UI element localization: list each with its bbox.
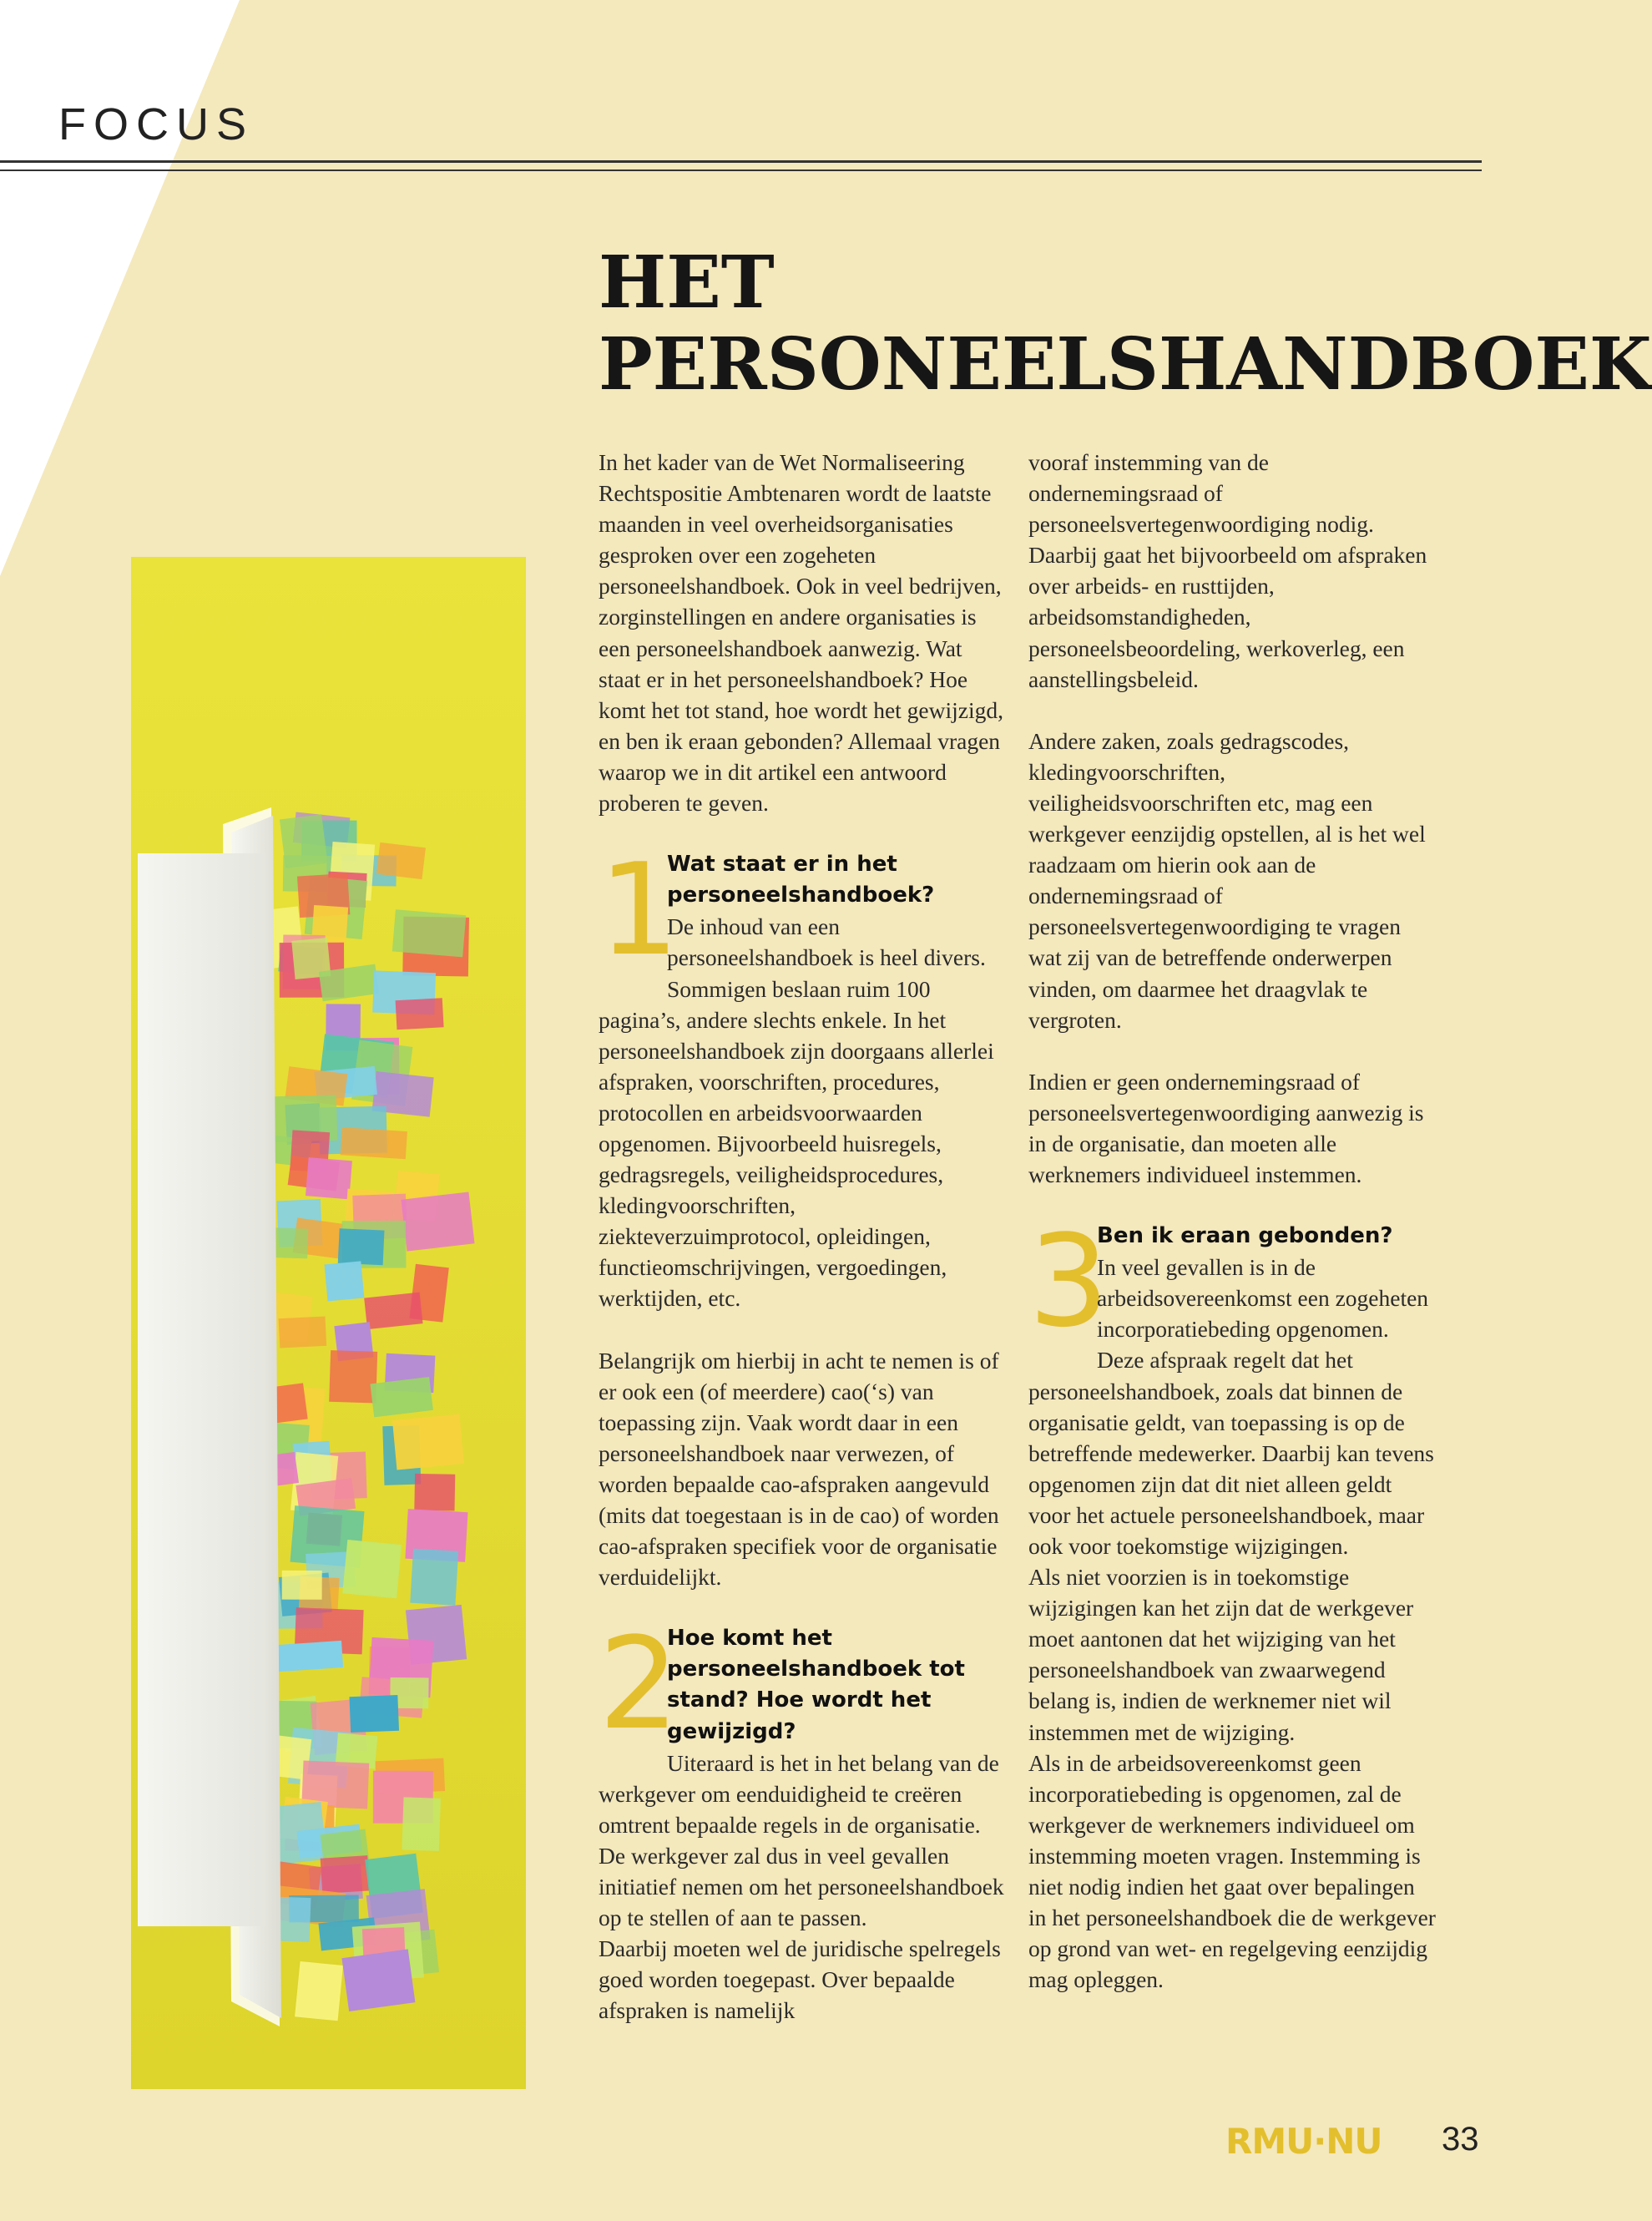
section-2-question: Hoe komt het personeelshandboek tot stand? Hoe wordt het gewijzigd?	[667, 1626, 965, 1744]
article-column-2	[1028, 447, 1437, 1995]
rmu-nu-logo: RMU·NU	[1225, 2121, 1382, 2162]
section-1	[599, 836, 1008, 1592]
section-label: FOCUS	[58, 99, 254, 149]
section-2	[599, 1610, 1008, 2026]
section-3-question: Ben ik eraan gebonden?	[1097, 1223, 1393, 1249]
section-1-paragraph-1: De inhoud van een personeelshandboek is heel divers. Sommigen beslaan ruim 100 pagina’s, andere slechts enkele. In het personeelshandboek zijn doorgaans allerlei afspraken, voorschriften, procedures, protocollen en arbeidsvoorwaarden opgenomen. Bijvoorbeeld huisregels, gedragsregels, veiligheidsprocedures, kledingvoorschriften, ziekteverzuimprotocol, opleidingen, functieomschrijvingen, vergoedingen, werktijden, etc.	[599, 913, 994, 1312]
section-2-paragraph-2: Daarbij moeten wel de juridische spelregels goed worden toegepast. Over bepaalde afspraken is namelijk	[599, 1935, 1001, 2024]
section-1-question: Wat staat er in het personeelshandboek?	[667, 852, 935, 908]
column-2-paragraph-3: Indien er geen ondernemingsraad of personeelsvertegenwoordiging aanwezig is in de organisatie, dan moeten alle werknemers individueel instemmen.	[1028, 1068, 1424, 1187]
intro-paragraph: In het kader van de Wet Normaliseering Rechtspositie Ambtenaren wordt de laatste maanden in veel overheidsorganisaties gesproken over een zogeheten personeelshandboek. Ook in veel bedrijven, zorginstellingen en andere organisaties is een personeelshandboek aanwezig. Wat staat er in het personeelshandboek? Hoe komt het tot stand, hoe wordt het gewijzigd, en ben ik eraan gebonden? Allemaal vragen waarop we in dit artikel een antwoord proberen te geven.	[599, 449, 1003, 817]
section-number-2: 2	[599, 1610, 679, 1758]
title-line-1: HET	[599, 240, 775, 325]
section-3-paragraph-2: Als niet voorzien is in toekomstige wijzigingen kan het zijn dat de werkgever moet aantonen dat het wijziging van het personeelshandboek van zwaarwegend belang is, indien de werknemer niet wil instemmen met de wijziging.	[1028, 1564, 1414, 1745]
section-number-1: 1	[599, 836, 679, 984]
section-2-paragraph-1: Uiteraard is het in het belang van de werkgever om eenduidigheid te creëren omtrent bepaalde regels in de organisatie. De werkgever zal dus in veel gevallen initiatief nemen om het personeelshandboek op te stellen of aan te passen.	[599, 1749, 1004, 1931]
column-2-paragraph-1: vooraf instemming van de ondernemingsraad of personeelsvertegenwoordiging nodig. Daarbij gaat het bijvoorbeeld om afspraken over arbeids- en rusttijden, arbeidsomstandigheden, personeelsbeoordeling, werkoverleg, een aanstellingsbeleid.	[1028, 449, 1427, 692]
article-column-1	[599, 447, 1008, 2026]
header-rule	[0, 160, 1482, 163]
section-3-paragraph-1: In veel gevallen is in de arbeidsovereenkomst een zogeheten incorporatiebeding opgenomen. Deze afspraak regelt dat het personeelshandboek, zoals dat binnen de organisatie geldt, van toepassing is op de betreffende medewerker. Daarbij kan tevens opgenomen zijn dat dit niet alleen geldt voor het actuele personeelshandboek, maar ook voor toekomstige wijzigingen.	[1028, 1254, 1434, 1559]
header-rule-thin	[0, 169, 1482, 171]
article-title	[599, 242, 1652, 406]
section-number-3: 3	[1028, 1207, 1109, 1356]
page-number: 33	[1442, 2121, 1479, 2158]
section-3	[1028, 1207, 1437, 1995]
section-3-paragraph-3: Als in de arbeidsovereenkomst geen incorporatiebeding is opgenomen, zal de werkgever de werknemers individueel om instemming moeten vragen. Instemming is niet nodig indien het gaat over bepalingen in het personeelshandboek die de werkgever op grond van wet- en regelgeving eenzijdig mag opleggen.	[1028, 1749, 1436, 1993]
section-1-paragraph-2: Belangrijk om hierbij in acht te nemen is of er ook een (of meerdere) cao(‘s) van toepassing zijn. Vaak wordt daar in een personeelshandboek naar verwezen, of worden bepaalde cao-afspraken aangevuld (mits dat toegestaan is in de cao) of worden cao-afspraken specifiek voor de organisatie verduidelijkt.	[599, 1347, 999, 1591]
title-line-2: PERSONEELSHANDBOEK	[599, 322, 1652, 407]
book-with-sticky-notes-photo	[131, 557, 526, 2089]
column-2-paragraph-2: Andere zaken, zoals gedragscodes, kledingvoorschriften, veiligheidsvoorschriften etc, mag een werkgever eenzijdig opstellen, al is het wel raadzaam om hierin ook aan de ondernemingsraad of personeelsvertegenwoordiging te vragen wat zij van de betreffende onderwerpen vinden, om daarmee het draagvlak te vergroten.	[1028, 727, 1426, 1033]
